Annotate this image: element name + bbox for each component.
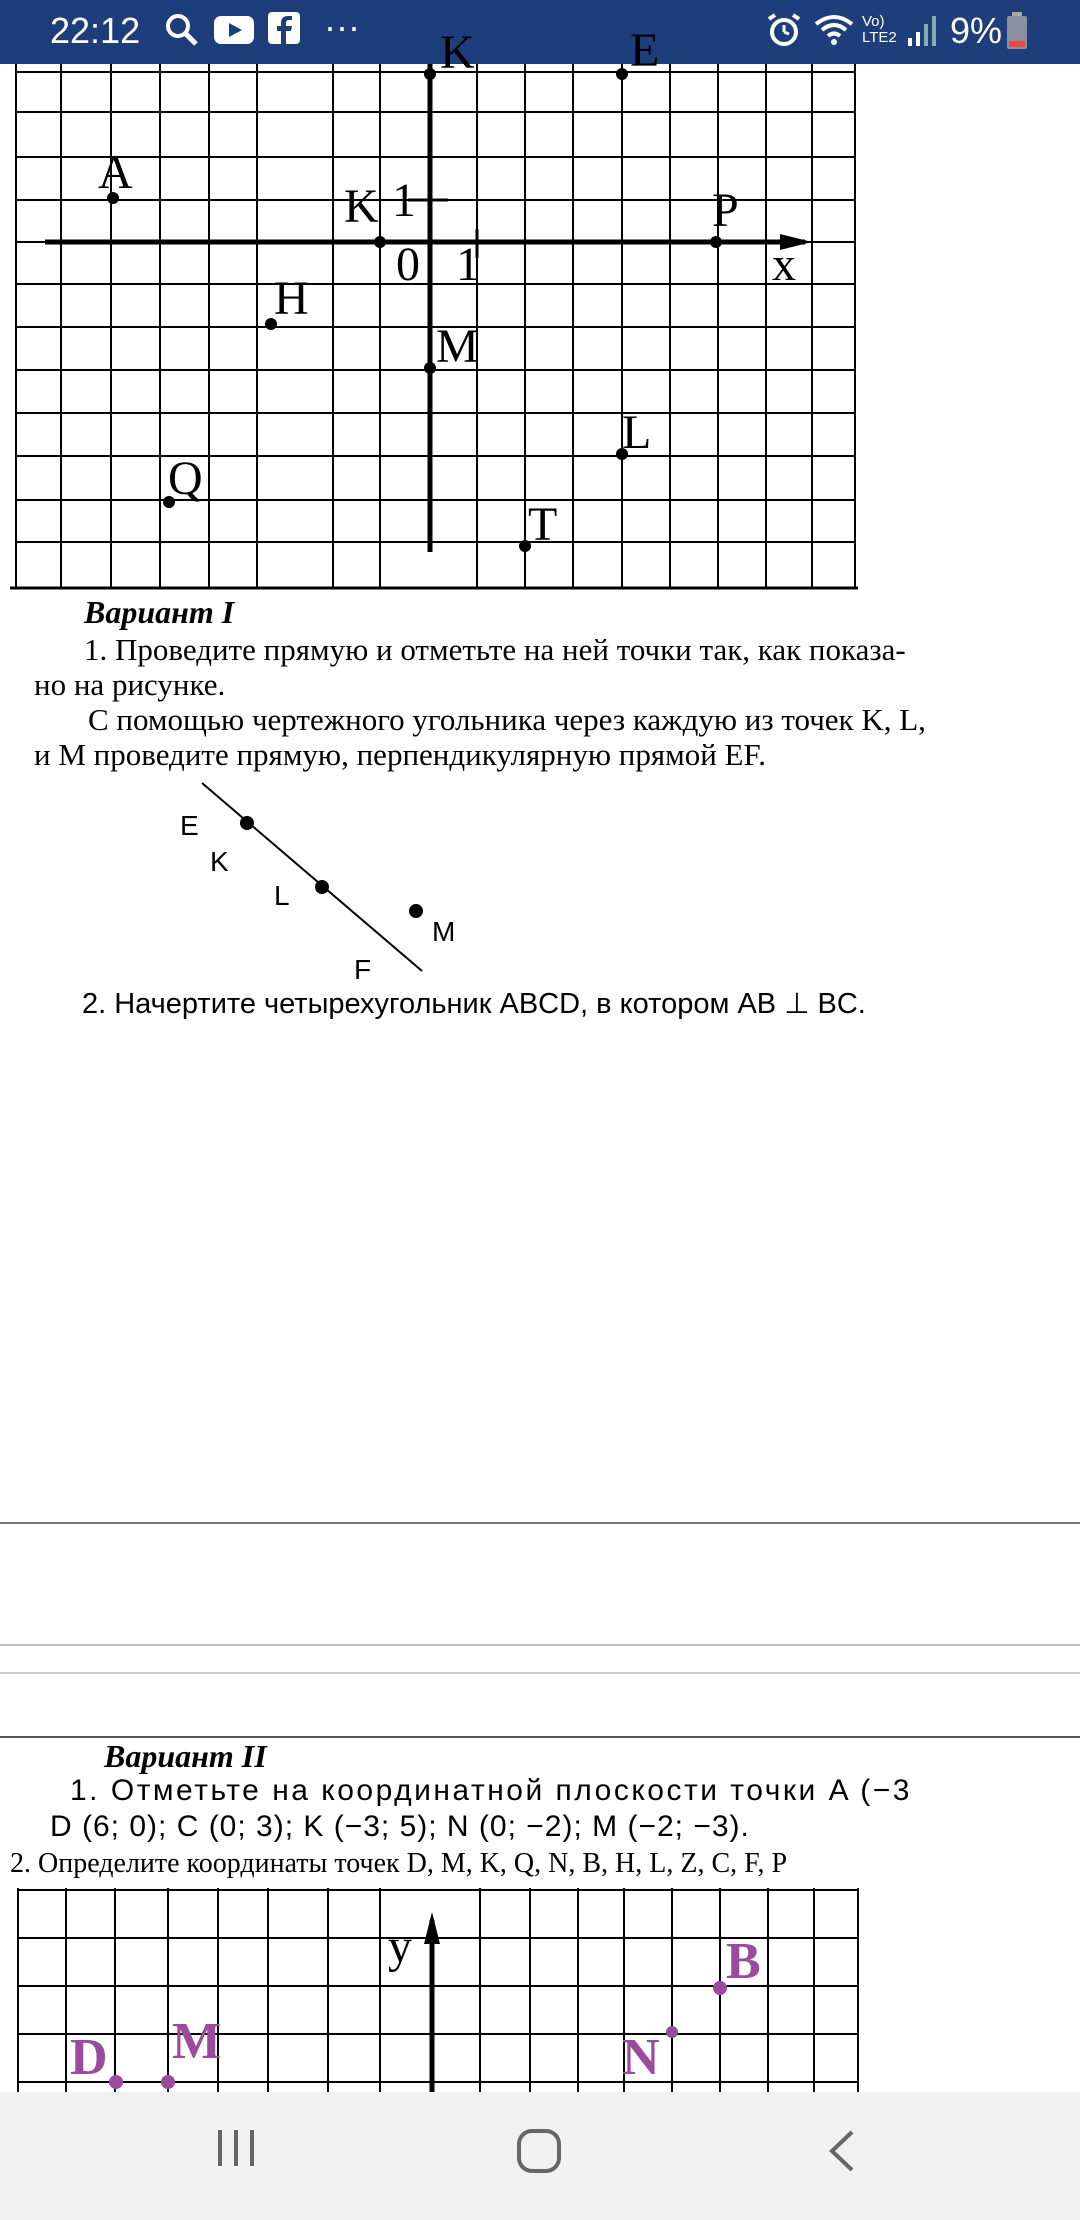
point-M — [424, 362, 436, 374]
coordinate-grid-figure-2 — [0, 1888, 1080, 2092]
status-time: 22:12 — [50, 10, 141, 51]
label-A: A — [98, 146, 133, 199]
label-B: B — [726, 1933, 761, 1990]
navigation-bar — [0, 2092, 1080, 2220]
search-icon — [164, 12, 200, 48]
diag-label-F: F — [354, 954, 372, 985]
page-divider-1 — [0, 1522, 1080, 1524]
battery-percent: 9% — [949, 10, 1002, 51]
diag-label-K: K — [210, 846, 229, 877]
label-E: E — [630, 24, 660, 77]
facebook-icon — [268, 12, 300, 44]
grid-lines — [10, 64, 858, 589]
label-M-2: M — [172, 2013, 222, 2070]
diag-label-M: M — [432, 916, 456, 947]
label-x: x — [772, 238, 796, 291]
point-E — [616, 68, 628, 80]
wifi-icon — [814, 12, 854, 48]
variant2-task2: 2. Определите координаты точек D, M, K, Q, N, B, H, L, Z, C, F, P — [10, 1848, 788, 1879]
point-P — [710, 236, 722, 248]
dot-on-line-2 — [315, 880, 329, 894]
variant1-task1-line1: 1. Проведите прямую и отметьте на ней точки так, как показа- — [84, 632, 906, 667]
point-top-axis — [424, 68, 436, 80]
page-divider-2 — [0, 1644, 1080, 1646]
point-K — [374, 236, 386, 248]
signal-icon — [906, 12, 936, 48]
label-Q: Q — [168, 452, 203, 505]
diag-label-E: E — [180, 810, 199, 841]
point-D — [109, 2075, 123, 2089]
label-N: N — [622, 2029, 660, 2086]
youtube-icon — [214, 16, 254, 46]
label-one-y: 1 — [392, 174, 416, 227]
label-top-axis: K — [440, 26, 475, 79]
label-y: y — [388, 1920, 412, 1973]
variant2-heading: Вариант II — [104, 1738, 267, 1774]
variant1-task1-line4: и M проведите прямую, перпендикулярную прямой EF. — [34, 737, 766, 772]
label-one-x: 1 — [456, 238, 480, 291]
point-M2 — [161, 2075, 175, 2089]
y-axis-arrow-2 — [424, 1912, 440, 1944]
dot-on-line-1 — [240, 816, 254, 830]
variant1-heading: Вариант I — [84, 594, 235, 630]
variant2-task1-line2: D (6; 0); C (0; 3); K (−3; 5); N (0; −2); M (−2; −3). — [50, 1810, 750, 1843]
back-icon[interactable] — [822, 2126, 862, 2176]
diag-label-L: L — [274, 880, 290, 911]
variant2-task1-line1: 1. Отметьте на координатной плоскости точки A (−3 — [70, 1774, 912, 1807]
label-L: L — [622, 406, 652, 459]
variant1-task1-line3: С помощью чертежного угольника через каждую из точек K, L, — [88, 702, 926, 737]
alarm-icon — [766, 12, 802, 48]
recent-apps-icon[interactable] — [214, 2126, 258, 2170]
page-divider-3 — [0, 1672, 1080, 1674]
label-K: K — [344, 180, 379, 233]
label-H: H — [274, 272, 309, 325]
label-zero: 0 — [396, 238, 420, 291]
label-T: T — [528, 498, 558, 551]
more-icon: ··· — [324, 6, 360, 47]
label-D: D — [70, 2029, 108, 2086]
status-bar — [0, 0, 1080, 64]
label-P: P — [712, 184, 739, 237]
label-M: M — [436, 320, 479, 373]
network-label: Vo) LTE2 — [862, 13, 897, 46]
variant1-task1-line2: но на рисунке. — [34, 667, 226, 702]
variant1-task2: 2. Начертите четырехугольник ABCD, в котором AB ⊥ BC. — [82, 988, 866, 1020]
line-EF-diagram — [0, 775, 500, 985]
dot-M — [409, 904, 423, 918]
point-N-dot — [666, 2026, 678, 2038]
line-EF — [202, 783, 422, 971]
battery-icon — [1006, 12, 1028, 50]
home-icon[interactable] — [514, 2126, 564, 2176]
point-B — [713, 1981, 727, 1995]
